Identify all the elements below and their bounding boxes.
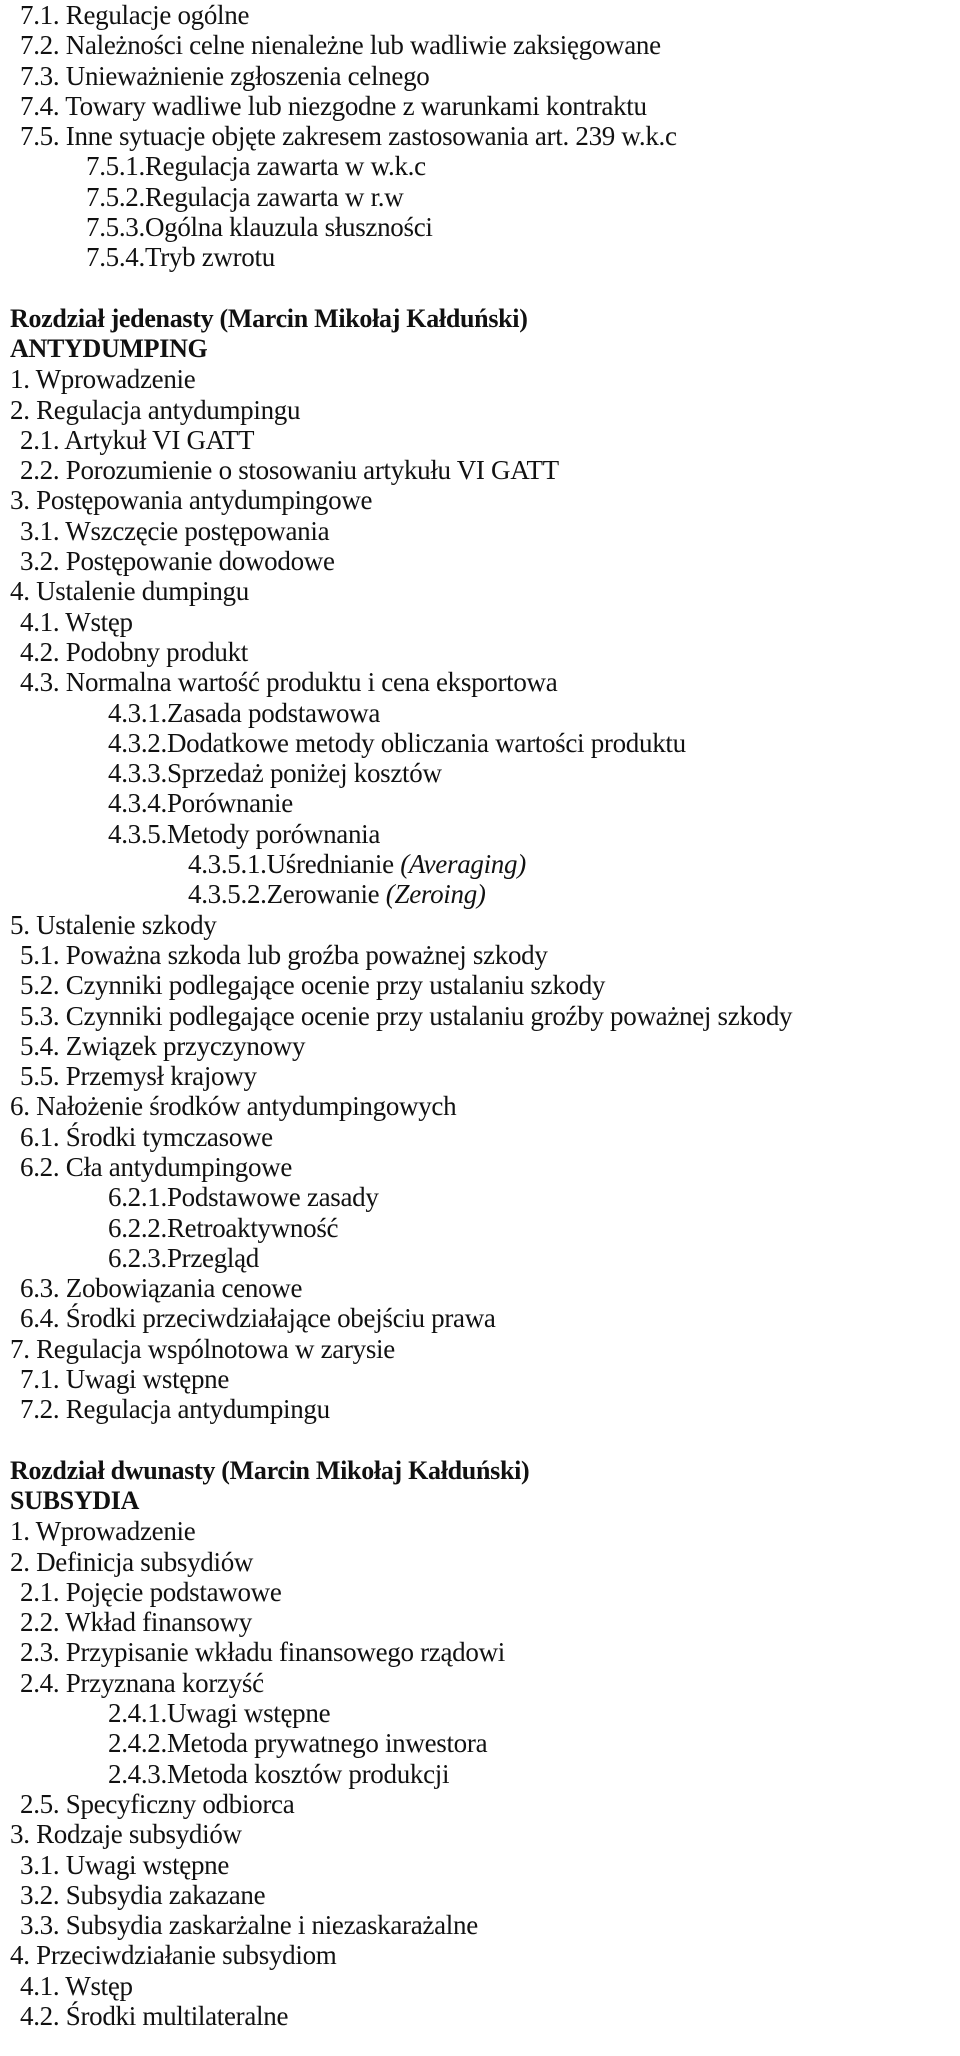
- toc-entry-text: 3. Rodzaje subsydiów: [10, 1819, 242, 1850]
- toc-entry: [10, 1547, 950, 1577]
- toc-entry: [10, 1091, 950, 1121]
- toc-entry: [10, 1213, 950, 1243]
- toc-entry-text: 4.2. Środki multilateralne: [20, 2001, 289, 2031]
- spacer: [10, 1425, 950, 1456]
- toc-entry-text: 6.2.1.Podstawowe zasady: [108, 1182, 379, 1213]
- toc-entry: [10, 1122, 950, 1152]
- toc-entry: [10, 1152, 950, 1182]
- toc-entry-text: 5.2. Czynniki podlegające ocenie przy ustalaniu szkody: [20, 970, 606, 1001]
- chapter-11-heading: Rozdział jedenasty (Marcin Mikołaj Kałduński): [10, 303, 528, 333]
- toc-entry-text: 4.3.5.Metody porównania: [108, 818, 381, 849]
- toc-entry: [10, 819, 950, 849]
- toc-entry-text: 2. Definicja subsydiów: [10, 1546, 254, 1577]
- toc-entry: 7.5.4.Tryb zwrotu: [86, 242, 275, 273]
- toc-entry: [10, 607, 950, 637]
- toc-entry: [10, 1243, 950, 1273]
- toc-entry-term: (Averaging): [400, 849, 526, 880]
- toc-entry-text: 3.1. Uwagi wstępne: [20, 1849, 230, 1880]
- toc-entry-text: 4.1. Wstęp: [20, 1970, 133, 2001]
- toc-entry: 7.5.2.Regulacja zawarta w r.w: [86, 181, 404, 212]
- spacer: [10, 273, 950, 304]
- toc-entry-text: 6.2.3.Przegląd: [108, 1242, 260, 1273]
- toc-entry-text: 1. Wprowadzenie: [10, 1516, 196, 1547]
- toc-entry: [10, 1880, 950, 1910]
- toc-entry: [10, 1182, 950, 1212]
- toc-entry: [10, 516, 950, 546]
- toc-entry-text: 3.3. Subsydia zaskarżalne i niezaskarażalne: [20, 1910, 478, 1941]
- toc-entry-text: 2.4.3.Metoda kosztów produkcji: [108, 1758, 450, 1789]
- toc-entry-text: 7.2. Regulacja antydumpingu: [20, 1394, 330, 1425]
- toc-entry-text: 5.3. Czynniki podlegające ocenie przy ustalaniu groźby poważnej szkody: [20, 1000, 793, 1031]
- toc-entry-text: 6.2. Cła antydumpingowe: [20, 1151, 293, 1182]
- toc-entry-text: 2.4.1.Uwagi wstępne: [108, 1698, 331, 1729]
- toc-entry-text: 2.3. Przypisanie wkładu finansowego rządowi: [20, 1637, 505, 1668]
- toc-entry: [10, 1516, 950, 1546]
- toc-entry: 7.2. Należności celne nienależne lub wadliwie zaksięgowane: [20, 30, 661, 61]
- toc-entry: [10, 546, 950, 576]
- toc-entry: [10, 1940, 950, 1970]
- toc-entry: [10, 1394, 950, 1424]
- toc-entry: 7.3. Unieważnienie zgłoszenia celnego: [20, 60, 430, 91]
- toc-entry: [10, 455, 950, 485]
- toc-entry-text: 4.3. Normalna wartość produktu i cena eksportowa: [20, 667, 558, 698]
- toc-entry-text: 2.4.2.Metoda prywatnego inwestora: [108, 1728, 488, 1759]
- toc-entry: [10, 1819, 950, 1849]
- toc-entry: [10, 1001, 950, 1031]
- toc-entry: [10, 970, 950, 1000]
- toc-entry-text: 1. Wprowadzenie: [10, 364, 196, 395]
- toc-entry-text: 5.5. Przemysł krajowy: [20, 1061, 257, 1092]
- toc-entry-text: 4.2. Podobny produkt: [20, 636, 249, 667]
- toc-entry-text: 6.2.2.Retroaktywność: [108, 1212, 339, 1243]
- toc-entry: [10, 637, 950, 667]
- toc-entry: [10, 940, 950, 970]
- toc-entry: [10, 667, 950, 697]
- toc-entry-term: (Zeroing): [385, 879, 486, 910]
- toc-entry-text: 5. Ustalenie szkody: [10, 909, 217, 940]
- toc-entry: [10, 1971, 950, 2001]
- toc-entry-text: 2.1. Pojęcie podstawowe: [20, 1576, 282, 1607]
- chapter-12-entries: [10, 1516, 950, 2031]
- toc-entry-text: 6.1. Środki tymczasowe: [20, 1121, 273, 1152]
- toc-entry: [10, 576, 950, 606]
- toc-entry-text: 6. Nałożenie środków antydumpingowych: [10, 1091, 457, 1122]
- toc-entry: [10, 1698, 950, 1728]
- toc-entry: [10, 425, 950, 455]
- toc-entry: 7.4. Towary wadliwe lub niezgodne z warunkami kontraktu: [20, 90, 647, 121]
- toc-entry: [10, 788, 950, 818]
- toc-entry-text: 4.1. Wstęp: [20, 606, 133, 637]
- toc-entry-text: 3.1. Wszczęcie postępowania: [20, 515, 330, 546]
- toc-entry-text: 2.2. Porozumienie o stosowaniu artykułu VI GATT: [20, 455, 559, 486]
- toc-entry: [10, 1061, 950, 1091]
- toc-entry-text: 3. Postępowania antydumpingowe: [10, 485, 373, 516]
- toc-entry: [10, 1789, 950, 1819]
- toc-entry: [10, 1607, 950, 1637]
- toc-entry: [10, 849, 950, 879]
- toc-entry-text: 7.1. Uwagi wstępne: [20, 1364, 230, 1395]
- toc-entry: [10, 1759, 950, 1789]
- toc-entry: [10, 879, 950, 909]
- toc-entry: 7.1. Regulacje ogólne: [20, 0, 250, 30]
- toc-entry: [10, 1728, 950, 1758]
- toc-entry: [10, 364, 950, 394]
- toc-entry-text: 4.3.5.2.Zerowanie: [188, 879, 380, 910]
- toc-entry: [10, 1273, 950, 1303]
- toc-entry: [10, 1031, 950, 1061]
- toc-entry-text: 2.5. Specyficzny odbiorca: [20, 1788, 295, 1819]
- toc-entry-text: 4.3.1.Zasada podstawowa: [108, 697, 381, 728]
- toc-entry: [10, 1668, 950, 1698]
- toc-entry-text: 2.1. Artykuł VI GATT: [20, 424, 255, 455]
- chapter-12-subheading: SUBSYDIA: [10, 1485, 140, 1515]
- toc-entry-text: 4.3.4.Porównanie: [108, 788, 293, 819]
- toc-entry-text: 6.3. Zobowiązania cenowe: [20, 1273, 303, 1304]
- toc-entry: [10, 910, 950, 940]
- toc-entry: [10, 1850, 950, 1880]
- chapter-11-subheading: ANTYDUMPING: [10, 333, 208, 363]
- toc-entry-text: 6.4. Środki przeciwdziałające obejściu prawa: [20, 1303, 496, 1334]
- toc-entry: 7.5.1.Regulacja zawarta w w.k.c: [86, 151, 426, 182]
- toc-entry: [10, 1910, 950, 1940]
- toc-entry-text: 4.3.5.1.Uśrednianie: [188, 849, 394, 880]
- toc-entry: [10, 1577, 950, 1607]
- toc-entry: 7.5. Inne sytuacje objęte zakresem zastosowania art. 239 w.k.c: [20, 121, 677, 152]
- toc-entry-text: 5.1. Poważna szkoda lub groźba poważnej szkody: [20, 939, 548, 970]
- toc-entry-text: 2.4. Przyznana korzyść: [20, 1667, 264, 1698]
- toc-entry: [10, 728, 950, 758]
- toc-entry-text: 3.2. Subsydia zakazane: [20, 1879, 266, 1910]
- toc-entry-text: 2.2. Wkład finansowy: [20, 1607, 252, 1638]
- chapter-11-entries: [10, 364, 950, 1424]
- toc-entry: [10, 1364, 950, 1394]
- toc-entry-text: 4. Ustalenie dumpingu: [10, 576, 249, 607]
- toc-entry: 7.5.3.Ogólna klauzula słuszności: [86, 212, 433, 243]
- toc-entry-text: 2. Regulacja antydumpingu: [10, 394, 301, 425]
- toc-entry: [10, 1303, 950, 1333]
- toc-entry: [10, 395, 950, 425]
- toc-entry-text: 4.3.3.Sprzedaż poniżej kosztów: [108, 758, 442, 789]
- toc-entry: [10, 485, 950, 515]
- toc-entry-text: 7. Regulacja wspólnotowa w zarysie: [10, 1333, 395, 1364]
- toc-entry: [10, 758, 950, 788]
- toc-entry: [10, 698, 950, 728]
- toc-entry: [10, 1637, 950, 1667]
- toc-entry: [10, 2001, 950, 2031]
- toc-entry-text: 4.3.2.Dodatkowe metody obliczania wartości produktu: [108, 727, 686, 758]
- toc-entry-text: 5.4. Związek przyczynowy: [20, 1030, 306, 1061]
- toc-entry-text: 3.2. Postępowanie dowodowe: [20, 546, 335, 577]
- toc-entry-text: 4. Przeciwdziałanie subsydiom: [10, 1940, 337, 1971]
- chapter-12-heading: Rozdział dwunasty (Marcin Mikołaj Kałduński): [10, 1455, 530, 1485]
- toc-entry: [10, 1334, 950, 1364]
